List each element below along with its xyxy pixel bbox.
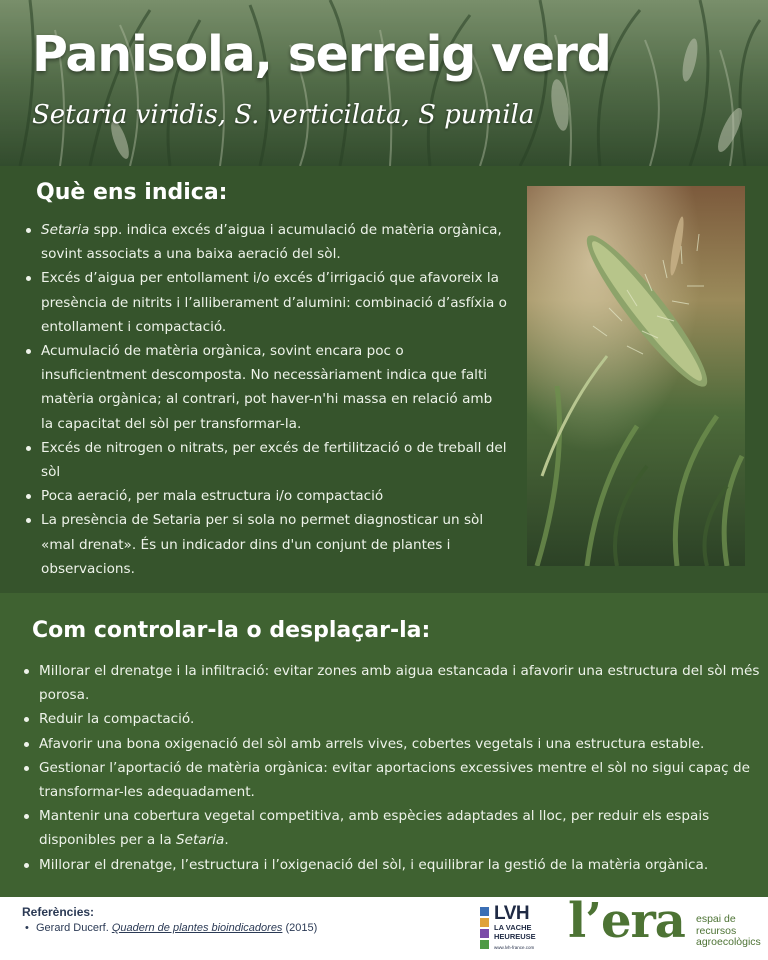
control-list <box>22 659 760 877</box>
lvh-name: LA VACHE HEUREUSE <box>494 923 536 941</box>
header-banner <box>0 0 768 166</box>
references-heading: Referències: <box>22 905 95 919</box>
indicates-list <box>24 218 508 581</box>
grass-background-image <box>0 0 768 166</box>
control-section <box>0 593 768 897</box>
footer <box>0 893 768 960</box>
list-item: Reduir la compactació. <box>22 707 760 731</box>
control-heading: Com controlar-la o desplaçar-la: <box>32 618 431 643</box>
species-subtitle: Setaria viridis, S. verticilata, S pumila <box>32 100 535 130</box>
page-title: Panisola, serreig verd <box>32 26 611 83</box>
genus-name: Setaria <box>175 832 225 849</box>
lvh-badges-icon <box>480 907 490 951</box>
list-item: La presència de Setaria per si sola no permet diagnosticar un sòl «mal drenat». És un indicador dins d'un conjunt de plantes i observacions. <box>24 508 508 581</box>
list-item: Setaria spp. indica excés d’aigua i acumulació de matèria orgànica, sovint associats a una baixa aeració del sòl. <box>24 218 508 266</box>
era-tagline: espai de recursos agroecològics <box>696 913 761 948</box>
reference-item: • Gerard Ducerf. Quadern de plantes bioindicadores (2015) <box>24 922 317 934</box>
list-item: Afavorir una bona oxigenació del sòl amb arrels vives, cobertes vegetals i una estructura estable. <box>22 732 760 756</box>
list-item: Millorar el drenatge, l’estructura i l’oxigenació del sòl, i equilibrar la gestió de la matèria orgànica. <box>22 853 760 877</box>
list-item: Poca aeració, per mala estructura i/o compactació <box>24 484 508 508</box>
list-item: Mantenir una cobertura vegetal competitiva, amb espècies adaptades al lloc, per reduir els espais disponibles per a la Setaria. <box>22 804 760 852</box>
indicates-section <box>0 166 768 593</box>
lvh-url: www.lvh-france.com <box>494 945 535 950</box>
lvh-mark: LVH <box>494 903 530 924</box>
list-item: Gestionar l’aportació de matèria orgànica: evitar aportacions excessives mentre el sòl no sigui capaç de transformar-les adequadament. <box>22 756 760 804</box>
indicates-heading: Què ens indica: <box>36 180 228 205</box>
reference-title-link[interactable]: Quadern de plantes bioindicadores <box>111 922 283 934</box>
genus-name: Setaria <box>41 222 90 238</box>
era-logo-mark: l’era <box>568 893 685 949</box>
references-list <box>24 922 317 934</box>
setaria-spike-image <box>527 186 745 566</box>
list-item: Acumulació de matèria orgànica, sovint encara poc o insuficientment descomposta. No necessàriament indica que falti matèria orgànica; al contrari, pot haver-n'hi massa en relació amb la capacitat del sòl per transformar-la. <box>24 339 508 436</box>
list-item: Millorar el drenatge i la infiltració: evitar zones amb aigua estancada i afavorir una estructura del sòl més porosa. <box>22 659 760 707</box>
lvh-logo <box>480 903 542 955</box>
setaria-photo <box>527 186 745 566</box>
list-item: Excés d’aigua per entollament i/o excés d’irrigació que afavoreix la presència de nitrits i l’alliberament d’alumini: combinació d’asfíxia o entollament i compactació. <box>24 266 508 339</box>
list-item: Excés de nitrogen o nitrats, per excés de fertilització o de treball del sòl <box>24 436 508 484</box>
